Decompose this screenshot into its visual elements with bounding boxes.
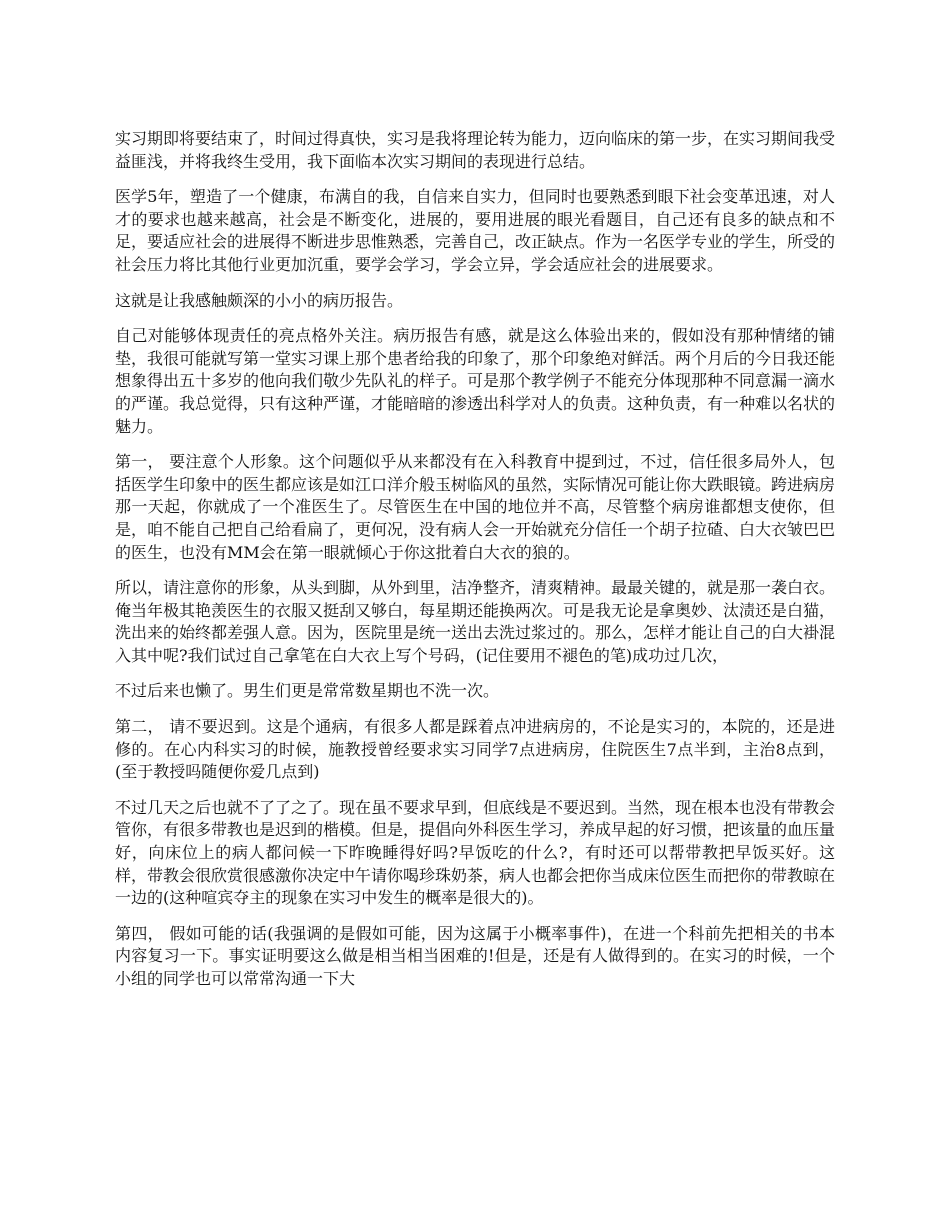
paragraph-appearance: 所以，请注意你的形象，从头到脚，从外到里，洁净整齐，清爽精神。最最关键的，就是那一袭白衣。俺当年极其艳羡医生的衣服又挺刮又够白，每星期还能换两次。可是我无论是拿奥妙、汰渍还是白猫，洗出来的始终都差强人意。因为，医院里是统一送出去洗过浆过的。那么，怎样才能让自己的白大褂混入其中呢?我们试过自己拿笔在白大衣上写个号码，(记住要用不褪色的笔)成功过几次，	[115, 578, 836, 665]
paragraph-intro: 实习期即将要结束了，时间过得真快，实习是我将理论转为能力，迈向临床的第一步，在实习期间我受益匪浅，并将我终生受用，我下面临本次实习期间的表现进行总结。	[115, 129, 836, 171]
document-page	[115, 128, 835, 1004]
paragraph-punctuality: 不过几天之后也就不了了之了。现在虽不要求早到，但底线是不要迟到。当然，现在根本也没有带教会管你，有很多带教也是迟到的楷模。但是，提倡向外科医生学习，养成早起的好习惯，把该量的血压量好，向床位上的病人都问候一下昨晚睡得好吗?早饭吃的什么?，有时还可以帮带教把早饭买好。这样，带教会很欣赏很感激你决定中午请你喝珍珠奶茶，病人也都会把你当成床位医生而把你的带教晾在一边的(这种喧宾夺主的现象在实习中发生的概率是很大的)。	[115, 797, 836, 908]
paragraph-medical-study: 医学5年，塑造了一个健康，布满自的我，自信来自实力，但同时也要熟悉到眼下社会变革迅速，对人才的要求也越来越高，社会是不断变化，进展的，要用进展的眼光看题目，自己还有良多的缺点和不足，要适应社会的进展得不断进步思惟熟悉，完善自己，改正缺点。作为一名医学专业的学生，所受的社会压力将比其他行业更加沉重，要学会学习，学会立异，学会适应社会的进展要求。	[115, 187, 836, 274]
paragraph-first-point: 第一， 要注意个人形象。这个问题似乎从来都没有在入科教育中提到过，不过，信任很多局外人，包括医学生印象中的医生都应该是如江口洋介般玉树临风的虽然，实际情况可能让你大跌眼镜。跨进病房那一天起，你就成了一个准医生了。尽管医生在中国的地位并不高，尽管整个病房谁都想支使你，但是，咱不能自己把自己给看扁了，更何况，没有病人会一开始就充分信任一个胡子拉碴、白大衣皱巴巴的医生，也没有MM会在第一眼就倾心于你这批着白大衣的狼的。	[115, 452, 836, 562]
paragraph-responsibility: 自己对能够体现责任的亮点格外关注。病历报告有感，就是这么体验出来的，假如没有那种情绪的铺垫，我很可能就写第一堂实习课上那个患者给我的印象了，那个印象绝对鲜活。两个月后的今日我还能想象得出五十多岁的他向我们敬少先队礼的样子。可是那个教学例子不能充分体现那种不同意漏一滴水的严谨。我总觉得，只有这种严谨，才能暗暗的渗透出科学对人的负责。这种负责，有一种难以名状的魅力。	[115, 326, 836, 436]
paragraph-fourth-point: 第四， 假如可能的话(我强调的是假如可能，因为这属于小概率事件)，在进一个科前先把相关的书本内容复习一下。事实证明要这么做是相当相当困难的!但是，还是有人做得到的。在实习的时候，一个小组的同学也可以常常沟通一下大	[115, 923, 835, 988]
paragraph-laziness: 不过后来也懒了。男生们更是常常数星期也不洗一次。	[115, 681, 500, 701]
paragraph-second-point: 第二， 请不要迟到。这是个通病，有很多人都是踩着点冲进病房的，不论是实习的，本院的，还是进修的。在心内科实习的时候，施教授曾经要求实习同学7点进病房，住院医生7点半到，主治8点到，(至于教授吗随便你爱几点到)	[115, 717, 835, 782]
paragraph-case-report: 这就是让我感触颇深的小小的病历报告。	[115, 290, 404, 310]
